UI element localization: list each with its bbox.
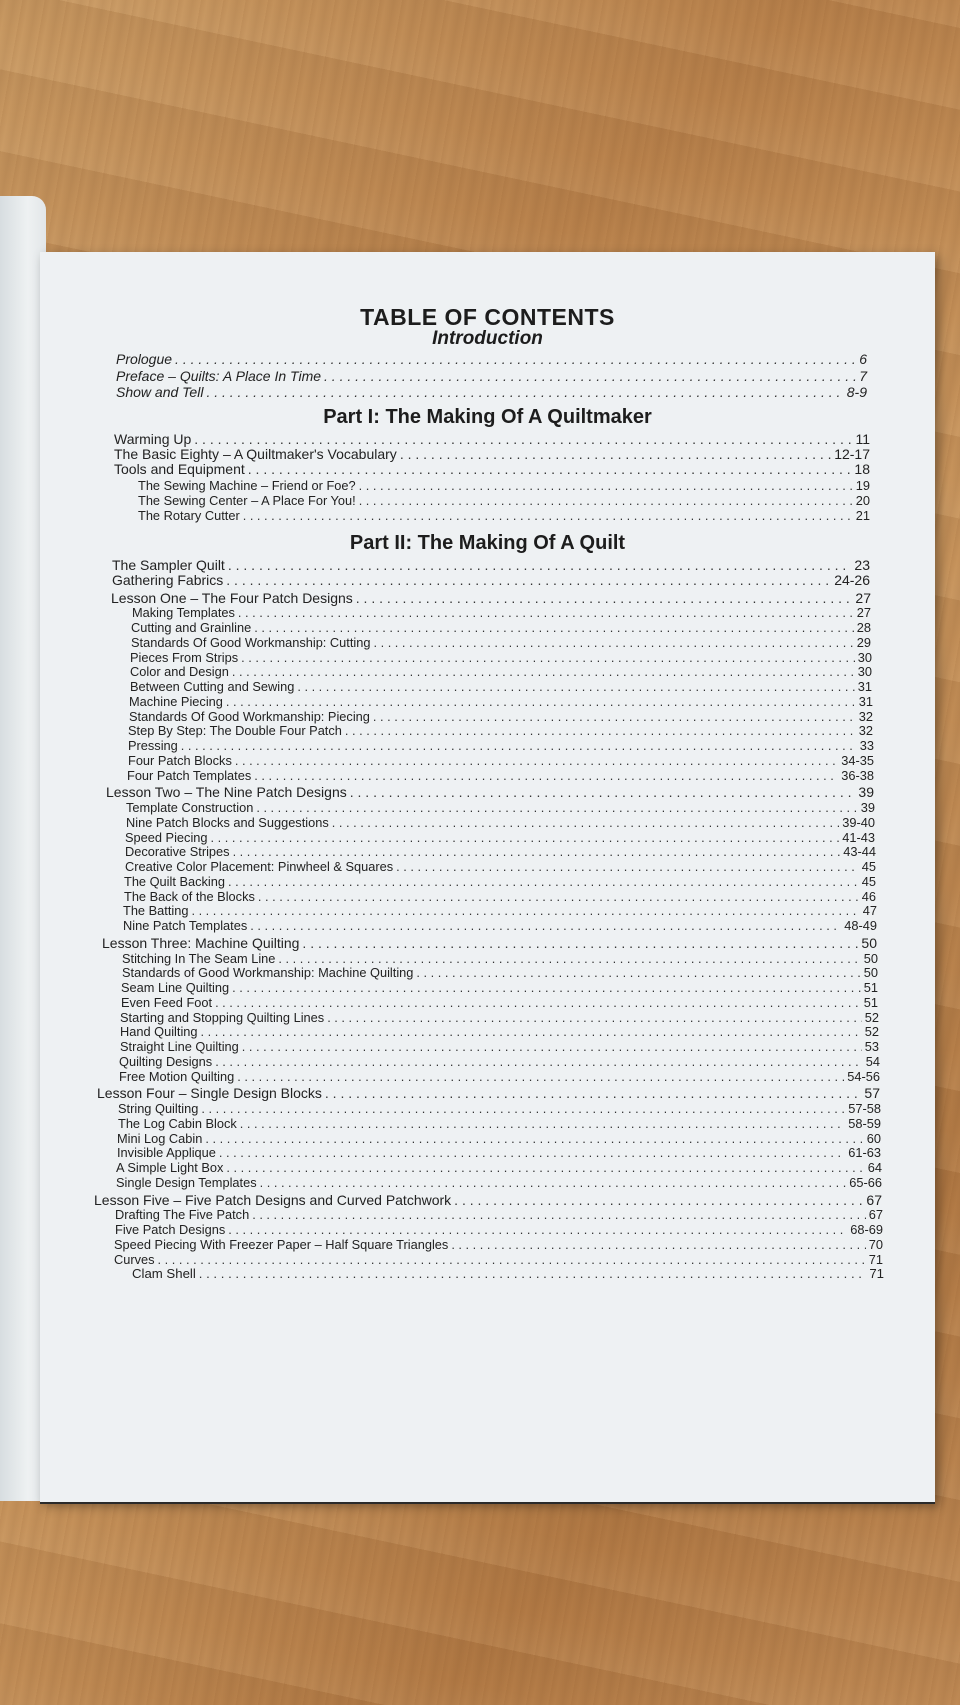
leader-dots — [228, 558, 852, 573]
toc-entry — [122, 951, 878, 966]
toc-entry-page: 53 — [864, 1039, 879, 1054]
toc-entry — [123, 903, 877, 918]
leader-dots — [416, 965, 860, 980]
toc-entry — [124, 874, 876, 889]
toc-entry — [106, 785, 874, 800]
toc-entry-page: 54-56 — [847, 1068, 880, 1084]
toc-entry-title: Drafting The Five Patch — [115, 1207, 250, 1223]
toc-entry-page: 31 — [858, 693, 873, 709]
toc-entry-title: Creative Color Placement: Pinwheel & Squares — [125, 859, 394, 874]
toc-entry-title: Cutting and Grainline — [131, 620, 252, 635]
leader-dots — [201, 1101, 845, 1116]
toc-entry-title: String Quilting — [118, 1101, 199, 1116]
leader-dots — [254, 620, 854, 635]
toc-entry — [130, 679, 872, 694]
toc-entry-page: 61-63 — [848, 1145, 881, 1161]
leader-dots — [158, 1252, 866, 1267]
toc-entry — [127, 768, 874, 783]
toc-entry — [126, 815, 875, 830]
toc-entry-title: Straight Line Quilting — [120, 1039, 239, 1054]
leader-dots — [226, 1160, 864, 1175]
toc-entry-page: 57-58 — [848, 1101, 881, 1116]
leader-dots — [191, 903, 859, 918]
toc-entry-page: 32 — [858, 723, 873, 739]
toc-entry-title: Gathering Fabrics — [112, 571, 224, 588]
leader-dots — [235, 753, 838, 768]
toc-entry — [131, 620, 871, 635]
leader-dots — [233, 844, 841, 859]
toc-entry-title: Show and Tell — [116, 384, 204, 401]
toc-entry — [121, 995, 878, 1010]
toc-entry-title: Mini Log Cabin — [117, 1130, 203, 1146]
toc-entry — [123, 918, 877, 933]
leader-dots — [211, 830, 840, 845]
toc-entry — [138, 493, 870, 508]
toc-entry — [120, 1024, 879, 1039]
toc-entry-title: The Log Cabin Block — [118, 1115, 237, 1131]
leader-dots — [240, 1116, 845, 1131]
toc-entry-title: Between Cutting and Sewing — [130, 679, 295, 694]
toc-entry — [116, 369, 867, 384]
leader-dots — [400, 447, 831, 462]
toc-entry-title: Warming Up — [114, 431, 192, 447]
toc-entry-page: 39 — [860, 800, 875, 815]
leader-dots — [228, 874, 859, 889]
section-heading: Introduction — [432, 328, 543, 349]
page-title: TABLE OF CONTENTS — [360, 304, 615, 330]
leader-dots — [175, 352, 856, 367]
toc-entry-page: 12-17 — [834, 446, 870, 463]
toc-entry-page: 65-66 — [849, 1174, 882, 1190]
toc-entry-title: Single Design Templates — [116, 1174, 257, 1190]
toc-entry — [128, 738, 874, 753]
toc-entry-page: 52 — [864, 1024, 879, 1040]
toc-entry-title: Clam Shell — [132, 1266, 196, 1282]
toc-entry-page: 64 — [867, 1160, 882, 1175]
toc-entry-title: Invisible Applique — [117, 1145, 216, 1161]
toc-entry-title: Lesson Two – The Nine Patch Designs — [106, 784, 347, 801]
toc-entry-page: 71 — [868, 1251, 883, 1267]
leader-dots — [199, 1266, 867, 1281]
toc-entry-title: Standards Of Good Workmanship: Piecing — [129, 708, 370, 724]
toc-entry-page: 58-59 — [848, 1115, 881, 1131]
toc-entry — [120, 1039, 879, 1054]
leader-dots — [359, 493, 853, 508]
toc-entry-title: Lesson Five – Five Patch Designs and Curved Patchwork — [94, 1191, 452, 1208]
leader-dots — [327, 1010, 862, 1025]
toc-entry-title: Standards of Good Workmanship: Machine Quilting — [122, 965, 414, 981]
toc-entry-page: 43-44 — [843, 844, 876, 860]
toc-entry-title: Five Patch Designs — [115, 1222, 226, 1237]
toc-entry-page: 31 — [857, 679, 872, 694]
leader-dots — [278, 951, 860, 966]
toc-entry — [115, 1222, 883, 1237]
toc-entry-title: Four Patch Blocks — [128, 752, 232, 768]
leader-dots — [215, 1054, 863, 1069]
toc-entry-title: Four Patch Templates — [127, 767, 252, 783]
toc-entry-page: 32 — [858, 708, 873, 724]
leader-dots — [258, 889, 859, 904]
toc-entry — [94, 1193, 882, 1208]
toc-entry — [112, 558, 870, 573]
toc-entry-page: 46 — [861, 888, 876, 904]
toc-entry-page: 7 — [859, 367, 867, 384]
toc-entry-title: The Back of the Blocks — [124, 888, 255, 904]
toc-entry — [116, 1160, 882, 1175]
leader-dots — [451, 1237, 865, 1252]
leader-dots — [252, 1207, 866, 1222]
toc-entry — [138, 508, 870, 523]
leader-dots — [226, 694, 856, 709]
book-page — [40, 252, 935, 1502]
leader-dots — [241, 650, 855, 665]
leader-dots — [396, 859, 859, 874]
toc-entry-title: The Batting — [123, 903, 189, 919]
toc-entry-page: 6 — [859, 351, 867, 367]
toc-entry-title: Making Templates — [132, 605, 235, 621]
toc-entry — [130, 664, 872, 679]
toc-entry-title: Quilting Designs — [119, 1053, 213, 1069]
toc-entry — [132, 605, 871, 620]
toc-entry-page: 18 — [854, 461, 870, 478]
toc-entry — [128, 753, 874, 768]
toc-entry-title: Pressing — [128, 738, 178, 753]
toc-entry-page: 52 — [864, 1009, 879, 1025]
toc-entry-page: 54 — [865, 1053, 880, 1069]
toc-entry — [116, 385, 867, 400]
leader-dots — [350, 785, 856, 800]
leader-dots — [302, 936, 858, 951]
toc-entry — [114, 1252, 883, 1267]
toc-entry-title: Color and Design — [130, 664, 229, 680]
toc-entry — [132, 1266, 884, 1281]
toc-entry-page: 70 — [868, 1236, 883, 1252]
toc-entry-title: Lesson One – The Four Patch Designs — [111, 589, 353, 606]
leader-dots — [205, 1131, 863, 1146]
toc-entry — [114, 1237, 883, 1252]
toc-entry — [118, 1116, 881, 1131]
toc-entry — [125, 844, 876, 859]
toc-entry-page: 60 — [866, 1130, 881, 1146]
leader-dots — [356, 591, 853, 606]
toc-entry — [130, 650, 872, 665]
leader-dots — [242, 1039, 862, 1054]
toc-entry-page: 39-40 — [842, 814, 875, 830]
toc-entry-page: 67 — [866, 1191, 882, 1208]
toc-entry-page: 19 — [855, 477, 870, 493]
toc-entry-page: 51 — [863, 980, 878, 995]
toc-entry-title: The Basic Eighty – A Quiltmaker's Vocabulary — [114, 446, 397, 463]
leader-dots — [232, 980, 861, 995]
toc-entry-page: 24-26 — [834, 571, 870, 588]
toc-entry-page: 51 — [863, 994, 878, 1010]
toc-entry-page: 50 — [861, 934, 877, 951]
toc-entry-page: 20 — [855, 492, 870, 508]
leader-dots — [324, 369, 856, 384]
leader-dots — [201, 1024, 862, 1039]
toc-entry-page: 27 — [855, 589, 871, 606]
toc-entry-page: 50 — [863, 950, 878, 966]
leader-dots — [373, 709, 856, 724]
leader-dots — [226, 573, 831, 588]
toc-entry-title: Nine Patch Blocks and Suggestions — [126, 814, 329, 830]
toc-entry — [114, 462, 870, 477]
toc-entry-title: Starting and Stopping Quilting Lines — [120, 1009, 325, 1025]
toc-entry-page: 50 — [863, 965, 878, 981]
leader-dots — [243, 508, 853, 523]
toc-entry-page: 39 — [858, 784, 874, 801]
toc-entry-title: The Sampler Quilt — [112, 557, 225, 573]
toc-entry-title: Decorative Stripes — [125, 844, 230, 860]
toc-entry — [114, 447, 870, 462]
leader-dots — [332, 815, 840, 830]
toc-entry — [116, 1175, 882, 1190]
leader-dots — [215, 995, 861, 1010]
leader-dots — [206, 385, 843, 400]
toc-entry-page: 45 — [861, 873, 876, 889]
toc-entry-title: The Rotary Cutter — [138, 508, 240, 523]
toc-entry-title: Prologue — [116, 351, 173, 367]
toc-entry-title: The Sewing Machine – Friend or Foe? — [138, 477, 356, 493]
toc-entry — [115, 1207, 883, 1222]
toc-entry — [125, 830, 875, 845]
leader-dots — [228, 1222, 847, 1237]
toc-entry — [102, 936, 877, 951]
toc-entry-title: Stitching In The Seam Line — [122, 950, 276, 966]
toc-entry-title: Speed Piecing With Freezer Paper – Half Square Triangles — [114, 1236, 449, 1252]
leader-dots — [238, 605, 854, 620]
leader-dots — [359, 478, 853, 493]
toc-entry — [124, 889, 876, 904]
leader-dots — [232, 664, 855, 679]
leader-dots — [248, 462, 852, 477]
toc-entry-page: 11 — [855, 431, 870, 447]
section-heading: Part II: The Making Of A Quilt — [349, 532, 626, 554]
toc-entry — [112, 573, 870, 588]
toc-entry-title: Tools and Equipment — [114, 461, 245, 478]
toc-entry-page: 47 — [862, 903, 877, 919]
toc-entry-page: 28 — [856, 620, 871, 635]
leader-dots — [250, 918, 841, 933]
leader-dots — [254, 768, 838, 783]
leader-dots — [256, 800, 857, 815]
toc-entry-title: Hand Quilting — [120, 1024, 198, 1040]
toc-entry-title: Step By Step: The Double Four Patch — [128, 723, 342, 739]
toc-entry — [119, 1054, 880, 1069]
toc-entry — [97, 1086, 880, 1101]
leader-dots — [373, 635, 853, 650]
toc-entry-page: 8-9 — [846, 384, 867, 401]
toc-entry-title: Seam Line Quilting — [121, 980, 230, 995]
toc-entry-page: 71 — [869, 1266, 884, 1282]
toc-entry-page: 30 — [857, 664, 872, 680]
toc-entry — [121, 980, 878, 995]
toc-entry-page: 34-35 — [841, 752, 874, 768]
toc-entry-title: Even Feed Foot — [121, 994, 213, 1010]
toc-entry-title: Lesson Three: Machine Quilting — [102, 934, 300, 951]
toc-entry-page: 23 — [854, 557, 870, 573]
leader-dots — [260, 1175, 847, 1190]
toc-entry — [119, 1069, 880, 1084]
leader-dots — [219, 1145, 845, 1160]
toc-entry-title: Lesson Four – Single Design Blocks — [97, 1085, 322, 1102]
toc-entry-title: Machine Piecing — [129, 693, 223, 709]
section-heading: Part I: The Making Of A Quiltmaker — [323, 406, 652, 428]
toc-entry-title: Curves — [114, 1251, 155, 1267]
toc-entry-title: Template Construction — [126, 800, 254, 815]
toc-entry-page: 68-69 — [850, 1222, 883, 1237]
toc-entry-page: 30 — [857, 649, 872, 665]
toc-entry-page: 36-38 — [841, 767, 874, 783]
toc-entry — [117, 1145, 881, 1160]
toc-entry — [129, 709, 873, 724]
toc-entry — [129, 694, 873, 709]
toc-entry — [117, 1131, 881, 1146]
leader-dots — [181, 738, 857, 753]
toc-entry-title: The Quilt Backing — [124, 873, 226, 889]
toc-entry-title: Pieces From Strips — [130, 649, 239, 665]
toc-entry-page: 67 — [868, 1207, 883, 1223]
toc-entry — [138, 478, 870, 493]
toc-entry-page: 29 — [856, 634, 871, 650]
leader-dots — [325, 1086, 862, 1101]
toc-entry-title: A Simple Light Box — [116, 1160, 224, 1175]
leader-dots — [237, 1069, 844, 1084]
toc-entry — [122, 965, 878, 980]
toc-entry — [120, 1010, 879, 1025]
toc-entry — [126, 800, 875, 815]
toc-entry-title: Speed Piecing — [125, 829, 208, 845]
toc-entry-title: Standards Of Good Workmanship: Cutting — [131, 634, 371, 650]
toc-entry-title: Free Motion Quilting — [119, 1068, 235, 1084]
toc-entry-page: 41-43 — [842, 829, 875, 845]
toc-entry — [118, 1101, 881, 1116]
toc-entry — [125, 859, 876, 874]
toc-entry-title: Preface – Quilts: A Place In Time — [116, 367, 322, 384]
leader-dots — [454, 1193, 863, 1208]
toc-entry — [131, 635, 871, 650]
toc-entry-page: 45 — [861, 859, 876, 874]
toc-entry-page: 48-49 — [844, 918, 877, 933]
toc-entry-title: Nine Patch Templates — [123, 918, 248, 933]
toc-entry-title: The Sewing Center – A Place For You! — [138, 492, 356, 508]
toc-entry — [114, 432, 870, 447]
leader-dots — [297, 679, 854, 694]
toc-entry — [111, 591, 871, 606]
leader-dots — [194, 432, 852, 447]
toc-entry — [116, 352, 867, 367]
toc-entry — [128, 723, 873, 738]
toc-entry-page: 27 — [856, 605, 871, 621]
toc-entry-page: 57 — [864, 1085, 880, 1102]
leader-dots — [345, 723, 856, 738]
table-of-contents — [40, 252, 935, 1502]
toc-entry-page: 21 — [855, 508, 870, 523]
toc-entry-page: 33 — [859, 738, 874, 753]
